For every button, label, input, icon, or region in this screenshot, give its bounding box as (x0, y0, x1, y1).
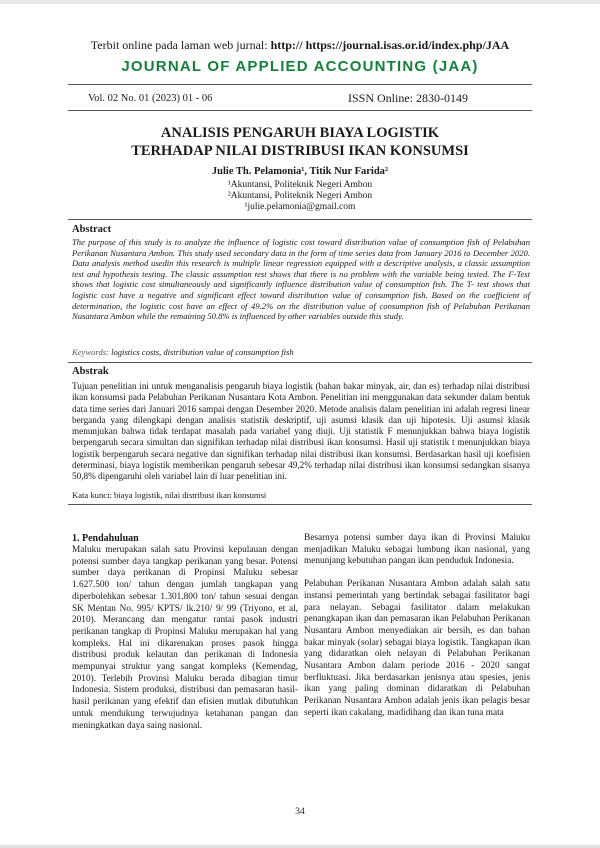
title-line-2: TERHADAP NILAI DISTRIBUSI IKAN KONSUMSI (131, 143, 469, 159)
abstract-en-text: The purpose of this study is to analyze the influence of logistic cost toward distribution value of consumption fish of Pelabuhan Perikanan Nusantara Ambon. This study used secondary data in the form of time series data from January 2016 to December 2020. Data analysis method usedin this research is multiple linear regression equipped with a descriptive analysis, a classic assumption test and hypothesis testing. The classic assumption test shows that there is no problem with the variable being tested. The F-Test shows that logistic cost simultaneously and significantly influence distribution value of consumption fish. The T- test shows that logistic cost have a negative and significant effect toward distribution value of consumption fish. Based on the coefficient of determination, the logistic cost have an effect of 49.2% on the distribution value of consumption fish of Pelabuhan Perikanan Nusantara Ambon while the remaining 50.8% is influenced by other variables outside this study. (72, 237, 530, 322)
abstract-divider-bottom (68, 504, 532, 505)
abstract-divider-top (68, 219, 532, 220)
header-divider-top (68, 84, 532, 85)
abstract-divider-mid (68, 362, 532, 363)
left-column-paragraph: Maluku merupakan salah satu Provinsi kepulauan dengan potensi sumber daya tangkap perikanan yang besar. Potensi sumber daya perikanan di Propinsi Maluku sebesar 1.627.500 ton/ tahun dengan jumlah tangkapan yang diperbolehkan sebesar 1.301.800 ton/ tahun sesuai dengan SK Mentan No. 995/ KPTS/ lk.210/ 9/ 99 (Triyono, et al, 2010). Merancang dan mengatur rantai pasok industri perikanan tangkap di Propinsi Maluku merupakan hal yang kompleks. Hal ini dikarenakan proses pasok hingga distribusi produk kelautan dan perikanan di Indonesia mempunyai struktur yang sangat kompleks (Kemendag, 2010). Terlebih Provinsi Maluku berada dibagian timur Indonesia. Sistem produksi, distribusi dan pemasaran hasil-hasil perikanan yang efektif dan efisien mutlak dibutuhkan untuk mendukung terwujudnya ketahanan pangan dan meningkatkan daya saing nasional. (72, 545, 298, 731)
journal-url-link[interactable]: http:// https://journal.isas.or.id/index.php/JAA (270, 38, 510, 52)
header-divider-bottom (68, 110, 532, 111)
abstract-id-heading: Abstrak (72, 366, 109, 377)
keywords-value: logistics costs, distribution value of consumption fish (111, 347, 294, 357)
keywords-label: Keywords: (72, 347, 109, 357)
right-column (304, 533, 530, 731)
volume-info: Vol. 02 No. 01 (2023) 01 - 06 (88, 93, 213, 104)
page-number: 34 (295, 807, 305, 817)
right-column-paragraph-2: Pelabuhan Perikanan Nusantara Ambon adalah salah satu instansi pemerintah yang bertindak sebagai fasilitator bagi para nelayan. Sebagai fasilitator dalam melakukan penangkapan ikan dan pemasaran ikan Pelabuhan Perikanan Nusantara Ambon menyediakan air bersih, es dan bahan bakar minyak (solar) sebagai biaya logistik. Tangkapan ikan yang didaratkan oleh nelayan di Pelabuhan Perikanan Nusantara Ambon dalam periode 2016 - 2020 sangat berfluktuasi. Jika berdasarkan jenisnya atau spesies, jenis ikan yang paling dominan didaratkan di Pelabuhan Perikanan Nusantara Ambon adalah jenis ikan pelagis besar seperti ikan cakalang, madidihang dan ikan tuna mata (304, 579, 530, 718)
issn-info: ISSN Online: 2830-0149 (348, 91, 468, 105)
intro-section-heading: 1. Pendahuluan (72, 533, 139, 544)
journal-url-line (0, 38, 600, 53)
top-border (0, 0, 600, 4)
title-line-1: ANALISIS PENGARUH BIAYA LOGISTIK (160, 125, 440, 141)
url-prefix: Terbit online pada laman web jurnal: (90, 38, 268, 52)
left-column (72, 545, 298, 743)
abstract-id-text: Tujuan penelitian ini untuk menganalisis pengaruh biaya logistik (bahan bakar minyak, air, dan es) terhadap nilai distribusi ikan konsumsi pada Pelabuhan Perikanan Nusantara Kota Ambon. Penelitian ini menggunakan data sekunder dalam bentuk data time series dari Januari 2016 sampai dengan Desember 2020. Metode analisis dalam penelitian ini adalah regresi linear berganda yang dilengkapi dengan analisis statistik deskriptif, uji asumsi klasik dan uji hipotesis. Uji asumsi klasik menunjukan bahwa tidak terdapat masalah pada variabel yang diuji. Uji statistik F menunjukkan bahwa biaya logistik berpengaruh secara simultan dan signifikan terhadap nilai distribusi ikan konsumsi. Hasil uji statistik t menunjukkan biaya logistik berpengaruh secara negative dan signifikan terhadap nilai distribusi ikan konsumsi. Berdasarkan hasil uji koefisien determinasi, biaya logistik memberikan pengaruh sebesar 49,2% terhadap nilai distribusi ikan konsumsi sedangkan sisanya 50,8% dipengaruhi oleh variabel lain di luar penelitian ini. (72, 381, 530, 482)
paper-title (60, 124, 540, 160)
abstract-en-heading: Abstract (72, 224, 112, 235)
affiliation-2: ²Akuntansi, Politeknik Negeri Ambon (227, 191, 373, 201)
affiliation-1: ¹Akuntansi, Politeknik Negeri Ambon (227, 180, 373, 190)
keywords-id: Kata kunci: biaya logistik, nilai distribusi ikan konsumsi (72, 490, 267, 500)
right-column-paragraph-1: Besarnya potensi sumber daya ikan di Provinsi Maluku menjadikan Maluku sebagai lumbung ikan nasional, yang menunjang kebutuhan pangan ikan penduduk Indonesia. (304, 533, 530, 567)
keywords-en (72, 347, 294, 357)
authors: Julie Th. Pelamonia¹, Titik Nur Farida² (211, 166, 389, 177)
journal-name: JOURNAL OF APPLIED ACCOUNTING (JAA) (121, 58, 479, 75)
author-email[interactable]: ¹julie.pelamonia@gmail.com (244, 202, 356, 212)
